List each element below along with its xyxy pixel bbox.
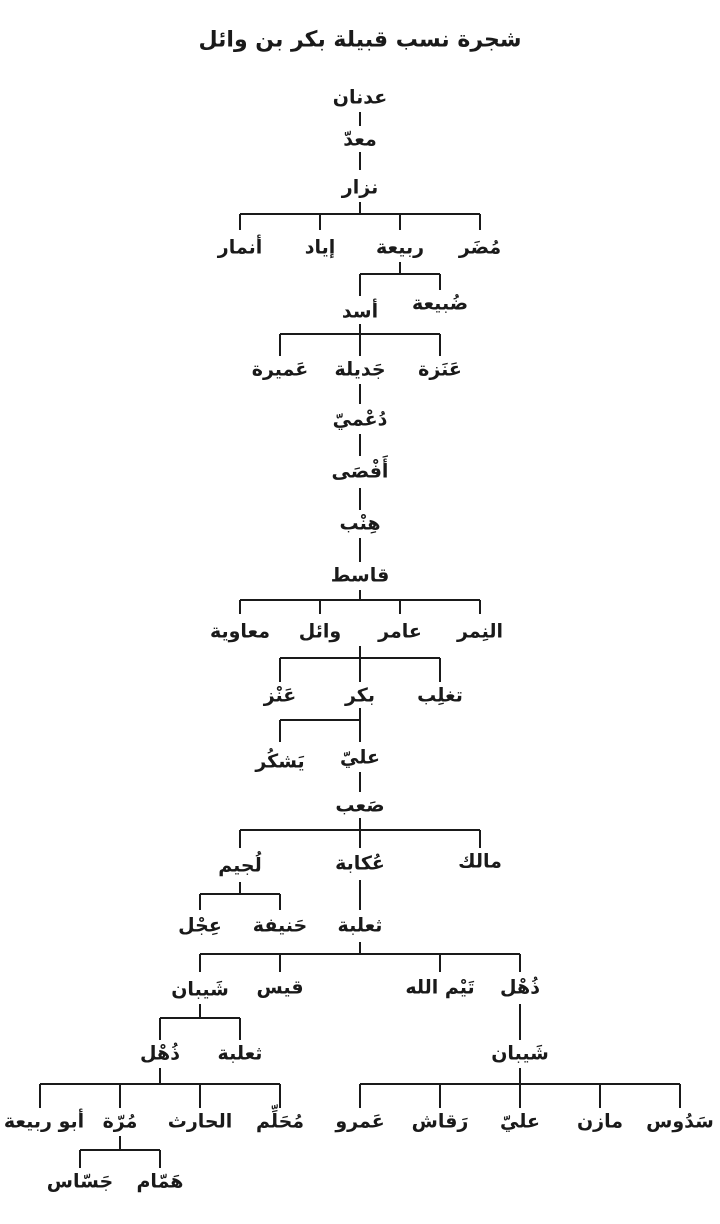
node-dubaia: ضُبيعة bbox=[411, 292, 469, 315]
node-ijl: عِجْل bbox=[178, 914, 222, 937]
node-qasit: قاسط bbox=[330, 564, 390, 587]
node-wail: وائل bbox=[298, 620, 342, 643]
node-ali-2: عليّ bbox=[500, 1110, 540, 1133]
node-jadila: جَديلة bbox=[334, 358, 386, 381]
node-anaza: عَنَزة bbox=[418, 358, 462, 381]
node-raqash: رَقاش bbox=[411, 1110, 469, 1133]
node-murra: مُرّة bbox=[102, 1110, 138, 1133]
node-muhallim: مُحَلِّم bbox=[255, 1110, 305, 1133]
line-lujaim-sons bbox=[200, 882, 280, 910]
node-duami: دُعْميّ bbox=[332, 408, 388, 431]
node-hammam: هَمّام bbox=[136, 1170, 184, 1193]
node-thalaba-2: ثعلبة bbox=[217, 1042, 263, 1065]
connector-lines bbox=[40, 112, 680, 1168]
node-anmar: أنمار bbox=[217, 236, 263, 259]
line-asad-sons bbox=[280, 324, 440, 356]
node-ali: عليّ bbox=[340, 746, 380, 769]
node-yashkur: يَشكُر bbox=[255, 750, 305, 773]
node-dhuhl-left: ذُهْل bbox=[140, 1042, 180, 1065]
line-shayban-sons bbox=[160, 1004, 240, 1040]
node-maad: معدّ bbox=[343, 128, 377, 151]
node-taymallah: تَيْم الله bbox=[405, 976, 475, 999]
node-lujaim: لُجيم bbox=[218, 854, 262, 877]
node-taghlib: تغلِب bbox=[417, 684, 463, 707]
line-wail-sons bbox=[280, 646, 440, 682]
node-afsa: أَفْصَى bbox=[331, 460, 389, 483]
node-shayban-left: شَيبان bbox=[171, 978, 229, 1001]
node-umaira: عَميرة bbox=[251, 358, 309, 381]
line-bakr-sons bbox=[280, 708, 360, 742]
node-mazin: مازن bbox=[576, 1110, 624, 1133]
node-hanifa: حَنيفة bbox=[252, 914, 308, 937]
node-sadus: سَدُوس bbox=[646, 1110, 714, 1133]
node-shayban-right: شَيبان bbox=[491, 1042, 549, 1065]
node-malik: مالك bbox=[458, 850, 502, 873]
node-harith: الحارث bbox=[167, 1110, 233, 1133]
node-amr: عَمرو bbox=[335, 1110, 385, 1133]
node-muawiya: معاوية bbox=[209, 620, 271, 643]
node-jassas: جَسّاس bbox=[46, 1170, 114, 1193]
node-aburabia: أبو ربيعة bbox=[3, 1110, 85, 1133]
node-asad: أسد bbox=[341, 300, 379, 323]
line-saab-sons bbox=[240, 818, 480, 848]
node-rabia: ربيعة bbox=[375, 236, 425, 259]
line-shayban-right-sons bbox=[360, 1068, 680, 1108]
node-thalaba: ثعلبة bbox=[337, 914, 383, 937]
node-qays: قيس bbox=[256, 976, 304, 999]
node-dhuhl-right: ذُهْل bbox=[500, 976, 540, 999]
diagram-title: شجرة نسب قبيلة بكر بن وائل bbox=[198, 27, 522, 53]
node-adnan: عدنان bbox=[332, 86, 388, 109]
node-hinb: هِنْب bbox=[339, 512, 381, 535]
line-qasit-sons bbox=[240, 590, 480, 614]
node-namir: النِمر bbox=[457, 620, 503, 643]
node-ukaba: عُكابة bbox=[335, 852, 385, 875]
node-iyad: إياد bbox=[304, 236, 336, 259]
line-nizar-sons bbox=[240, 202, 480, 230]
line-dhuhl-left-sons bbox=[40, 1068, 280, 1108]
node-nizar: نزار bbox=[341, 176, 379, 199]
node-saab: صَعب bbox=[335, 794, 385, 817]
line-rabia-sons bbox=[360, 262, 440, 296]
node-bakr: بكر bbox=[344, 684, 376, 707]
node-mudar: مُضَر bbox=[458, 236, 502, 259]
node-anz: عَنْز bbox=[263, 684, 297, 707]
node-amir: عامر bbox=[378, 620, 422, 643]
line-murra-sons bbox=[80, 1136, 160, 1168]
line-thalaba-sons bbox=[200, 942, 520, 972]
